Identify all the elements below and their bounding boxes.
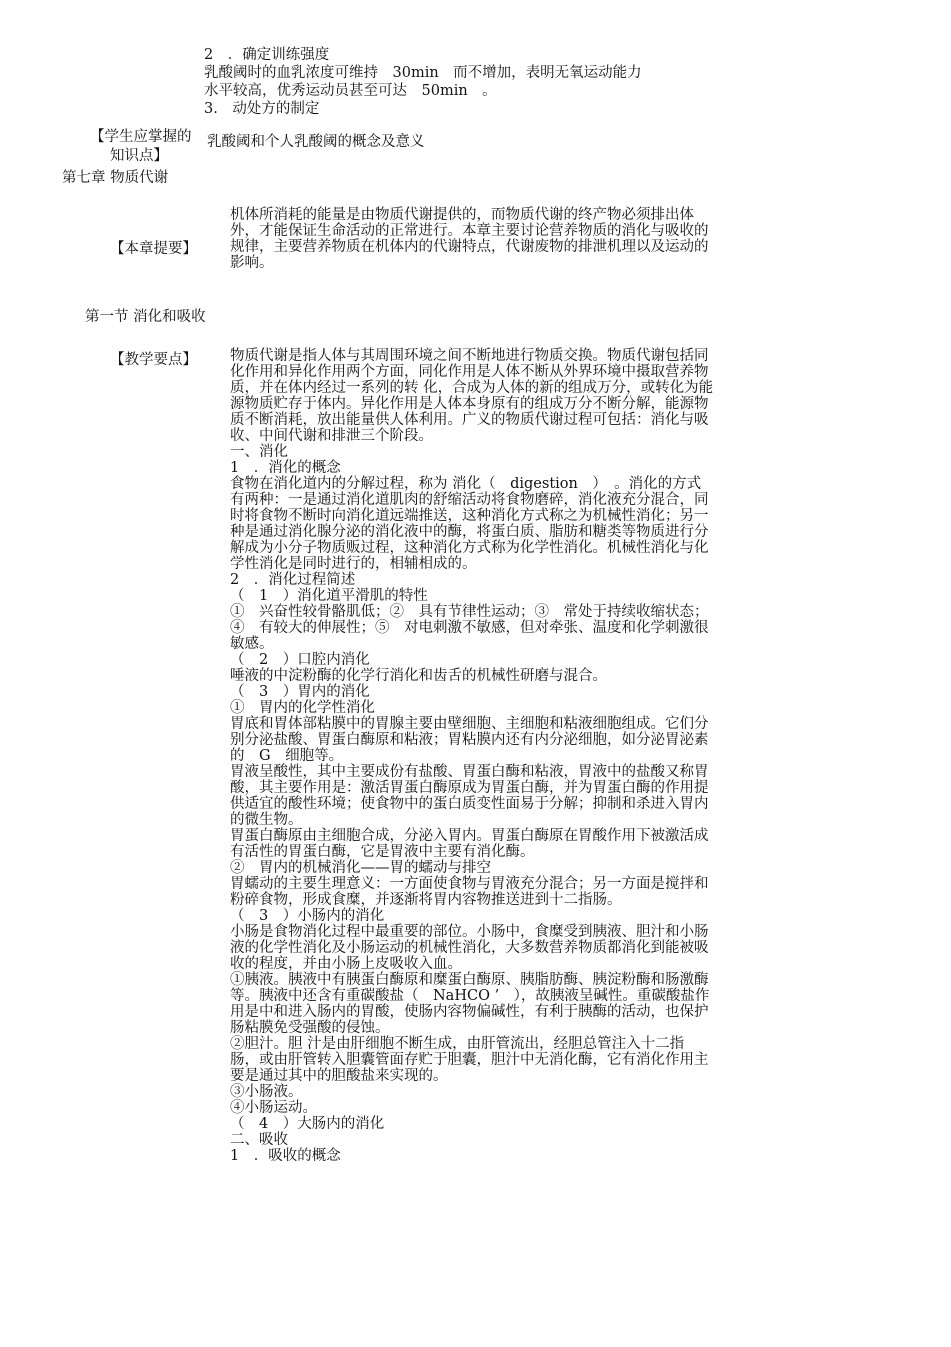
paragraph-line: 胃底和胃体部粘膜中的胃腺主要由壁细胞、主细胞和粘液细胞组成。它们分 <box>230 716 709 732</box>
paragraph-line: ②胆汁。胆 汁是由肝细胞不断生成，由肝管流出，经胆总管注入十二指 <box>230 1036 685 1052</box>
paragraph-line: ④小肠运动。 <box>230 1100 317 1116</box>
subsection-heading: （ 3 ）胃内的消化 <box>230 684 370 700</box>
paragraph-line: 胃蛋白酶原由主细胞合成，分泌入胃内。胃蛋白酶原在胃酸作用下被激活成 <box>230 828 709 844</box>
paragraph-line: ① 兴奋性较骨骼肌低；② 具有节律性运动；③ 常处于持续收缩状态； <box>230 604 709 620</box>
paragraph-line: 有活性的胃蛋白酶，它是胃液中主要有消化酶。 <box>230 844 535 860</box>
paragraph-line: 质，并在体内经过一系列的转 化，合成为人体的新的组成万分，或转化为能 <box>230 380 714 396</box>
chapter-title: 第七章 物质代谢 <box>62 170 169 186</box>
subsection-heading: 一、消化 <box>230 444 288 460</box>
subsection-heading: （ 3 ）小肠内的消化 <box>230 908 385 924</box>
subsection-heading: 1 ．吸收的概念 <box>230 1148 341 1164</box>
training-intensity-heading: 2 ．确定训练强度 <box>204 47 330 63</box>
paragraph-line: 的微生物。 <box>230 812 303 828</box>
subsection-heading: ① 胃内的化学性消化 <box>230 700 375 716</box>
paragraph-line: 学性消化是同时进行的，相辅相成的。 <box>230 556 477 572</box>
paragraph-line: 小肠是食物消化过程中最重要的部位。小肠中，食糜受到胰液、胆汁和小肠 <box>230 924 709 940</box>
paragraph-line: 物质代谢是指人体与其周围环境之间不断地进行物质交换。物质代谢包括同 <box>230 348 709 364</box>
paragraph-line: 规律，主要营养物质在机体内的代谢特点，代谢废物的排泄机理以及运动的 <box>230 239 709 255</box>
teaching-points-text <box>230 348 790 1164</box>
knowledge-label-line1: 【学生应掌握的 <box>90 129 192 145</box>
paragraph-line: 敏感。 <box>230 636 274 652</box>
paragraph-line: 液的化学性消化及小肠运动的机械性消化，大多数营养物质都消化到能被吸 <box>230 940 709 956</box>
paragraph-line: 用是中和进入肠内的胃酸，使肠内容物偏碱性，有利于胰酶的活动，也保护 <box>230 1004 709 1020</box>
teaching-points-label: 【教学要点】 <box>110 352 197 368</box>
exercise-prescription-heading: 3. 动处方的制定 <box>204 101 320 117</box>
paragraph-line: 酸，其主要作用是：激活胃蛋白酶原成为胃蛋白酶，并为胃蛋白酶的作用提 <box>230 780 709 796</box>
paragraph-line: ④ 有较大的伸展性；⑤ 对电刺激不敏感，但对牵张、温度和化学刺激很 <box>230 620 709 636</box>
paragraph-line: 解成为小分子物质贩过程，这种消化方式称为化学性消化。机械性消化与化 <box>230 540 709 556</box>
paragraph-line: 水平较高，优秀运动员甚至可达 50min 。 <box>204 83 497 99</box>
paragraph-line: 乳酸阈时的血乳浓度可维持 30min 而不增加，表明无氧运动能力 <box>204 65 642 81</box>
chapter-summary-text <box>230 207 790 271</box>
paragraph-line: 肠，或由肝管转入胆囊管面存贮于胆囊，胆汁中无消化酶，它有消化作用主 <box>230 1052 709 1068</box>
paragraph-line: 要是通过其中的胆酸盐来实现的。 <box>230 1068 448 1084</box>
paragraph-line: 食物在消化道内的分解过程，称为 消化（ digestion ） 。消化的方式 <box>230 476 702 492</box>
paragraph-line: 化作用和异化作用两个方面，同化作用是人体不断从外界环境中摄取营养物 <box>230 364 709 380</box>
paragraph-line: 胃蠕动的主要生理意义：一方面使食物与胃液充分混合；另一方面是搅拌和 <box>230 876 709 892</box>
paragraph-line: 唾液的中淀粉酶的化学行消化和齿舌的机械性研磨与混合。 <box>230 668 607 684</box>
subsection-heading: （ 4 ）大肠内的消化 <box>230 1116 385 1132</box>
paragraph-line: 收、中间代谢和排泄三个阶段。 <box>230 428 433 444</box>
subsection-heading: ② 胃内的机械消化——胃的蠕动与排空 <box>230 860 491 876</box>
paragraph-line: 机体所消耗的能量是由物质代谢提供的，而物质代谢的终产物必须排出体 <box>230 207 694 223</box>
subsection-heading: 二、吸收 <box>230 1132 288 1148</box>
paragraph-line: 供适宜的酸性环境；使食物中的蛋白质变性面易于分解；抑制和杀进入胃内 <box>230 796 709 812</box>
paragraph-line: 有两种：一是通过消化道肌肉的舒缩活动将食物磨碎，消化液充分混合，同 <box>230 492 709 508</box>
paragraph-line: 外，才能保证生命活动的正常进行。本章主要讨论营养物质的消化与吸收的 <box>230 223 709 239</box>
subsection-heading: （ 1 ）消化道平滑肌的特性 <box>230 588 428 604</box>
chapter-summary-label: 【本章提要】 <box>110 241 197 257</box>
paragraph-line: ③小肠液。 <box>230 1084 303 1100</box>
paragraph-line: 影响。 <box>230 255 274 271</box>
paragraph-line: 粉碎食物，形成食糜，并逐渐将胃内容物推送进到十二指肠。 <box>230 892 622 908</box>
paragraph-line: ①胰液。胰液中有胰蛋白酶原和糜蛋白酶原、胰脂肪酶、胰淀粉酶和肠激酶 <box>230 972 709 988</box>
paragraph-line: 肠粘膜免受强酸的侵蚀。 <box>230 1020 390 1036</box>
paragraph-line: 种是通过消化腺分泌的消化液中的酶，将蛋白质、脂肪和糖类等物质进行分 <box>230 524 709 540</box>
paragraph-line: 质不断消耗，放出能量供人体利用。广义的物质代谢过程可包括：消化与吸 <box>230 412 709 428</box>
paragraph-line: 源物质贮存于体内。异化作用是人体本身原有的组成万分不断分解，能源物 <box>230 396 709 412</box>
subsection-heading: 1 ．消化的概念 <box>230 460 341 476</box>
subsection-heading: 2 ．消化过程简述 <box>230 572 356 588</box>
paragraph-line: 胃液呈酸性，其中主要成份有盐酸、胃蛋白酶和粘液，胃液中的盐酸又称胃 <box>230 764 709 780</box>
knowledge-text: 乳酸阈和个人乳酸阈的概念及意义 <box>207 134 425 150</box>
paragraph-line: 别分泌盐酸、胃蛋白酶原和粘液；胃粘膜内还有内分泌细胞，如分泌胃泌素 <box>230 732 709 748</box>
knowledge-label-line2: 知识点】 <box>110 148 168 164</box>
paragraph-line: 收的程度，并由小肠上皮吸收入血。 <box>230 956 462 972</box>
subsection-heading: （ 2 ）口腔内消化 <box>230 652 370 668</box>
paragraph-line: 的 G 细胞等。 <box>230 748 344 764</box>
section-title: 第一节 消化和吸收 <box>85 309 206 325</box>
paragraph-line: 时将食物不断时向消化道远端推送，这种消化方式称之为机械性消化；另一 <box>230 508 709 524</box>
paragraph-line: 等。胰液中还含有重碳酸盐（ NaHCO ’ ），故胰液呈碱性。重碳酸盐作 <box>230 988 710 1004</box>
